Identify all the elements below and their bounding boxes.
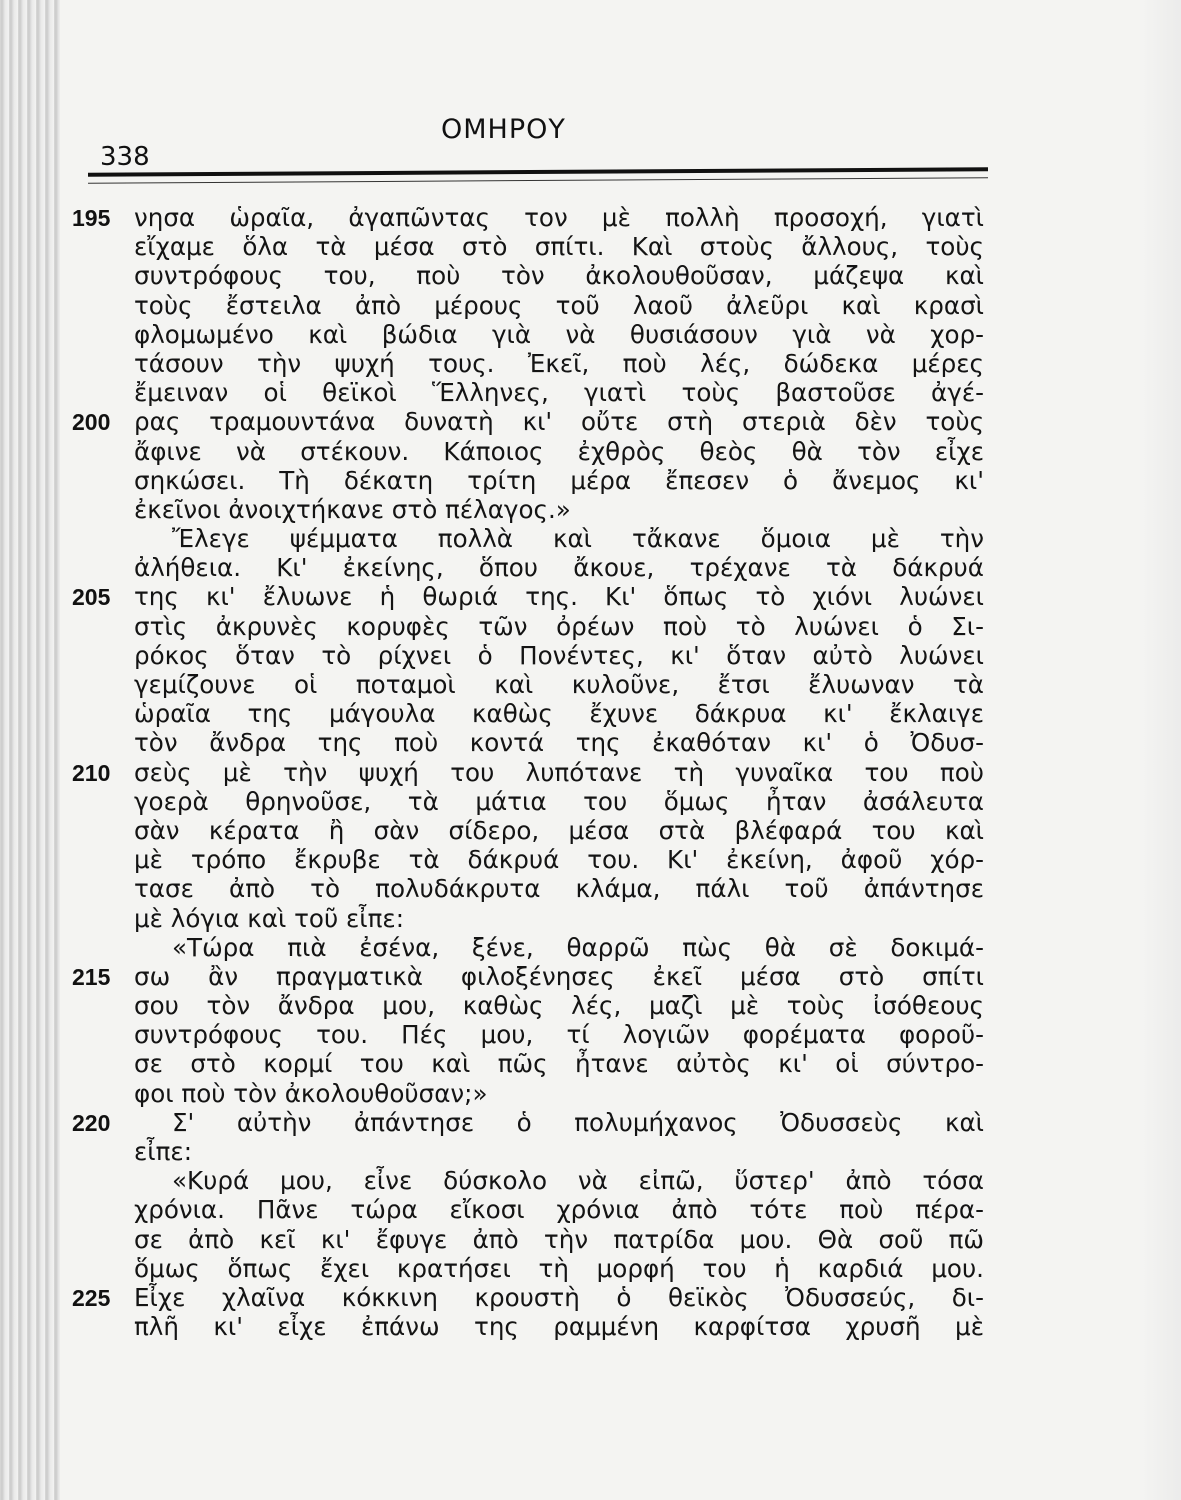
text-line <box>72 1225 990 1254</box>
line-text: συντρόφους του. Πές μου, τί λογιῶν φορέματα φοροῦ- <box>134 1020 984 1050</box>
line-text: τασε ἀπὸ τὸ πολυδάκρυτα κλάμα, πάλι τοῦ ἀπάντησε <box>134 874 984 904</box>
page-edge-shadow <box>0 0 60 1500</box>
text-line <box>72 845 990 874</box>
line-text: σε στὸ κορμί του καὶ πῶς ἦτανε αὐτὸς κι' οἱ σύντρο- <box>134 1049 984 1079</box>
line-text: σὰν κέρατα ἢ σὰν σίδερο, μέσα στὰ βλέφαρά του καὶ <box>134 815 984 845</box>
header-rule-thick <box>88 167 988 176</box>
text-line <box>72 553 990 582</box>
line-text: νησα ὡραῖα, ἀγαπῶντας τον μὲ πολλὴ προσοχή, γιατὶ <box>134 203 984 232</box>
text-line <box>72 1020 990 1049</box>
text-line <box>72 991 990 1020</box>
line-number: 225 <box>72 1284 111 1311</box>
line-number: 205 <box>72 584 111 611</box>
line-text: χρόνια. Πᾶνε τώρα εἴκοσι χρόνια ἀπὸ τότε ποὺ πέρα- <box>134 1195 984 1225</box>
text-line <box>72 1195 990 1224</box>
page-right-edge <box>1141 0 1181 1500</box>
line-number: 200 <box>72 409 111 436</box>
text-line <box>72 728 990 757</box>
text-line <box>72 203 990 232</box>
text-line <box>72 641 990 670</box>
text-line <box>72 1312 990 1341</box>
line-text: εἴχαμε ὅλα τὰ μέσα στὸ σπίτι. Καὶ στοὺς ἄλλους, τοὺς <box>134 232 984 262</box>
text-line <box>72 758 990 787</box>
text-line <box>72 261 990 290</box>
line-text: Εἶχε χλαῖνα κόκκινη κρουστὴ ὁ θεϊκὸς Ὀδυσσεύς, δι- <box>134 1282 984 1312</box>
line-text: πλῆ κι' εἶχε ἐπάνω της ραμμένη καρφίτσα χρυσῆ μὲ <box>134 1312 984 1342</box>
text-line <box>72 1166 990 1195</box>
text-line <box>72 699 990 728</box>
text-line <box>72 466 990 495</box>
line-text: ἀλήθεια. Κι' ἐκείνης, ὅπου ἄκουε, τρέχανε τὰ δάκρυά <box>134 553 984 583</box>
line-text: ἐκεῖνοι ἀνοιχτήκανε στὸ πέλαγος.» <box>134 494 571 524</box>
line-number: 195 <box>72 205 111 231</box>
header-rule-thin <box>88 177 988 183</box>
text-line <box>72 378 990 407</box>
text-line <box>72 437 990 466</box>
text-line <box>72 232 990 261</box>
line-text: Σ' αὐτὴν ἀπάντησε ὁ πολυμήχανος Ὀδυσσεὺς καὶ <box>172 1107 984 1137</box>
line-text: σεὺς μὲ τὴν ψυχή του λυπότανε τὴ γυναῖκα του ποὺ <box>134 757 984 787</box>
line-text: «Κυρά μου, εἶνε δύσκολο νὰ εἰπῶ, ὕστερ' ἀπὸ τόσα <box>172 1166 984 1196</box>
line-text: ἔμειναν οἱ θεϊκοὶ Ἕλληνες, γιατὶ τοὺς βαστοῦσε ἀγέ- <box>134 378 984 408</box>
text-line <box>72 1254 990 1283</box>
line-text: σου τὸν ἄνδρα μου, καθὼς λές, μαζὶ μὲ τοὺς ἰσόθεους <box>134 991 984 1021</box>
text-line <box>72 670 990 699</box>
line-text: τὸν ἄνδρα της ποὺ κοντά της ἐκαθόταν κι' ὁ Ὀδυσ- <box>134 728 984 758</box>
line-text: συντρόφους του, ποὺ τὸν ἀκολουθοῦσαν, μάζεψα καὶ <box>134 261 984 291</box>
text-line <box>72 349 990 378</box>
line-text: εἶπε: <box>134 1137 193 1166</box>
text-line <box>72 816 990 845</box>
line-text: «Τώρα πιὰ ἐσένα, ξένε, θαρρῶ πὼς θὰ σὲ δοκιμά- <box>172 932 984 962</box>
text-line <box>72 1079 990 1108</box>
text-line <box>72 495 990 524</box>
text-line <box>72 1049 990 1078</box>
line-text: ὡραῖα της μάγουλα καθὼς ἔχυνε δάκρυα κι' ἔκλαιγε <box>134 699 984 729</box>
line-text: ὅμως ὅπως ἔχει κρατήσει τὴ μορφή του ἡ καρδιά μου. <box>134 1253 984 1283</box>
text-line <box>72 933 990 962</box>
text-line <box>72 904 990 933</box>
line-number: 220 <box>72 1109 111 1136</box>
text-line <box>72 582 990 611</box>
page-header <box>88 100 988 190</box>
text-line <box>72 1108 990 1137</box>
line-text: ρόκος ὅταν τὸ ρίχνει ὁ Πονέντες, κι' ὅταν αὐτὸ λυώνει <box>134 640 984 670</box>
text-line <box>72 962 990 991</box>
line-text: σε ἀπὸ κεῖ κι' ἔφυγε ἀπὸ τὴν πατρίδα μου. Θὰ σοῦ πῶ <box>134 1224 984 1254</box>
line-text: φλομωμένο καὶ βώδια γιὰ νὰ θυσιάσουν γιὰ νὰ χορ- <box>134 319 984 349</box>
line-text: ἄφινε νὰ στέκουν. Κάποιος ἐχθρὸς θεὸς θὰ τὸν εἶχε <box>134 436 984 466</box>
line-text: σω ἂν πραγματικὰ φιλοξένησες ἐκεῖ μέσα στὸ σπίτι <box>134 961 984 991</box>
line-text: σηκώσει. Τὴ δέκατη τρίτη μέρα ἔπεσεν ὁ ἄνεμος κι' <box>134 465 984 495</box>
line-number: 215 <box>72 963 111 990</box>
line-text: γοερὰ θρηνοῦσε, τὰ μάτια του ὅμως ἦταν ἀσάλευτα <box>134 786 984 816</box>
running-title: ΟΜΗΡΟΥ <box>441 114 566 145</box>
line-text: Ἔλεγε ψέμματα πολλὰ καὶ τἄκανε ὅμοια μὲ τὴν <box>172 524 984 554</box>
line-number: 210 <box>72 759 111 786</box>
line-text: γεμίζουνε οἱ ποταμοὶ καὶ κυλοῦνε, ἔτσι ἔλυωναν τὰ <box>134 670 984 699</box>
line-text: στὶς ἀκρυνὲς κορυφὲς τῶν ὀρέων ποὺ τὸ λυώνει ὁ Σι- <box>134 611 984 641</box>
text-body <box>72 203 990 1341</box>
line-text: της κι' ἔλυωνε ἡ θωριά της. Κι' ὅπως τὸ χιόνι λυώνει <box>134 582 984 612</box>
line-text: τάσουν τὴν ψυχή τους. Ἐκεῖ, ποὺ λές, δώδεκα μέρες <box>134 348 984 378</box>
text-line <box>72 407 990 436</box>
line-text: μὲ λόγια καὶ τοῦ εἶπε: <box>134 903 405 933</box>
text-line <box>72 874 990 903</box>
page-number: 338 <box>100 142 150 172</box>
text-line <box>72 291 990 320</box>
text-line <box>72 612 990 641</box>
line-text: φοι ποὺ τὸν ἀκολουθοῦσαν;» <box>134 1078 488 1108</box>
text-line <box>72 524 990 553</box>
text-line <box>72 1137 990 1166</box>
line-text: μὲ τρόπο ἔκρυβε τὰ δάκρυά του. Κι' ἐκείνη, ἀφοῦ χόρ- <box>134 845 984 875</box>
text-line <box>72 320 990 349</box>
line-text: ρας τραμουντάνα δυνατὴ κι' οὔτε στὴ στεριὰ δὲν τοὺς <box>134 407 984 437</box>
text-line <box>72 1283 990 1312</box>
text-line <box>72 787 990 816</box>
line-text: τοὺς ἔστειλα ἀπὸ μέρους τοῦ λαοῦ ἀλεῦρι καὶ κρασὶ <box>134 290 984 320</box>
